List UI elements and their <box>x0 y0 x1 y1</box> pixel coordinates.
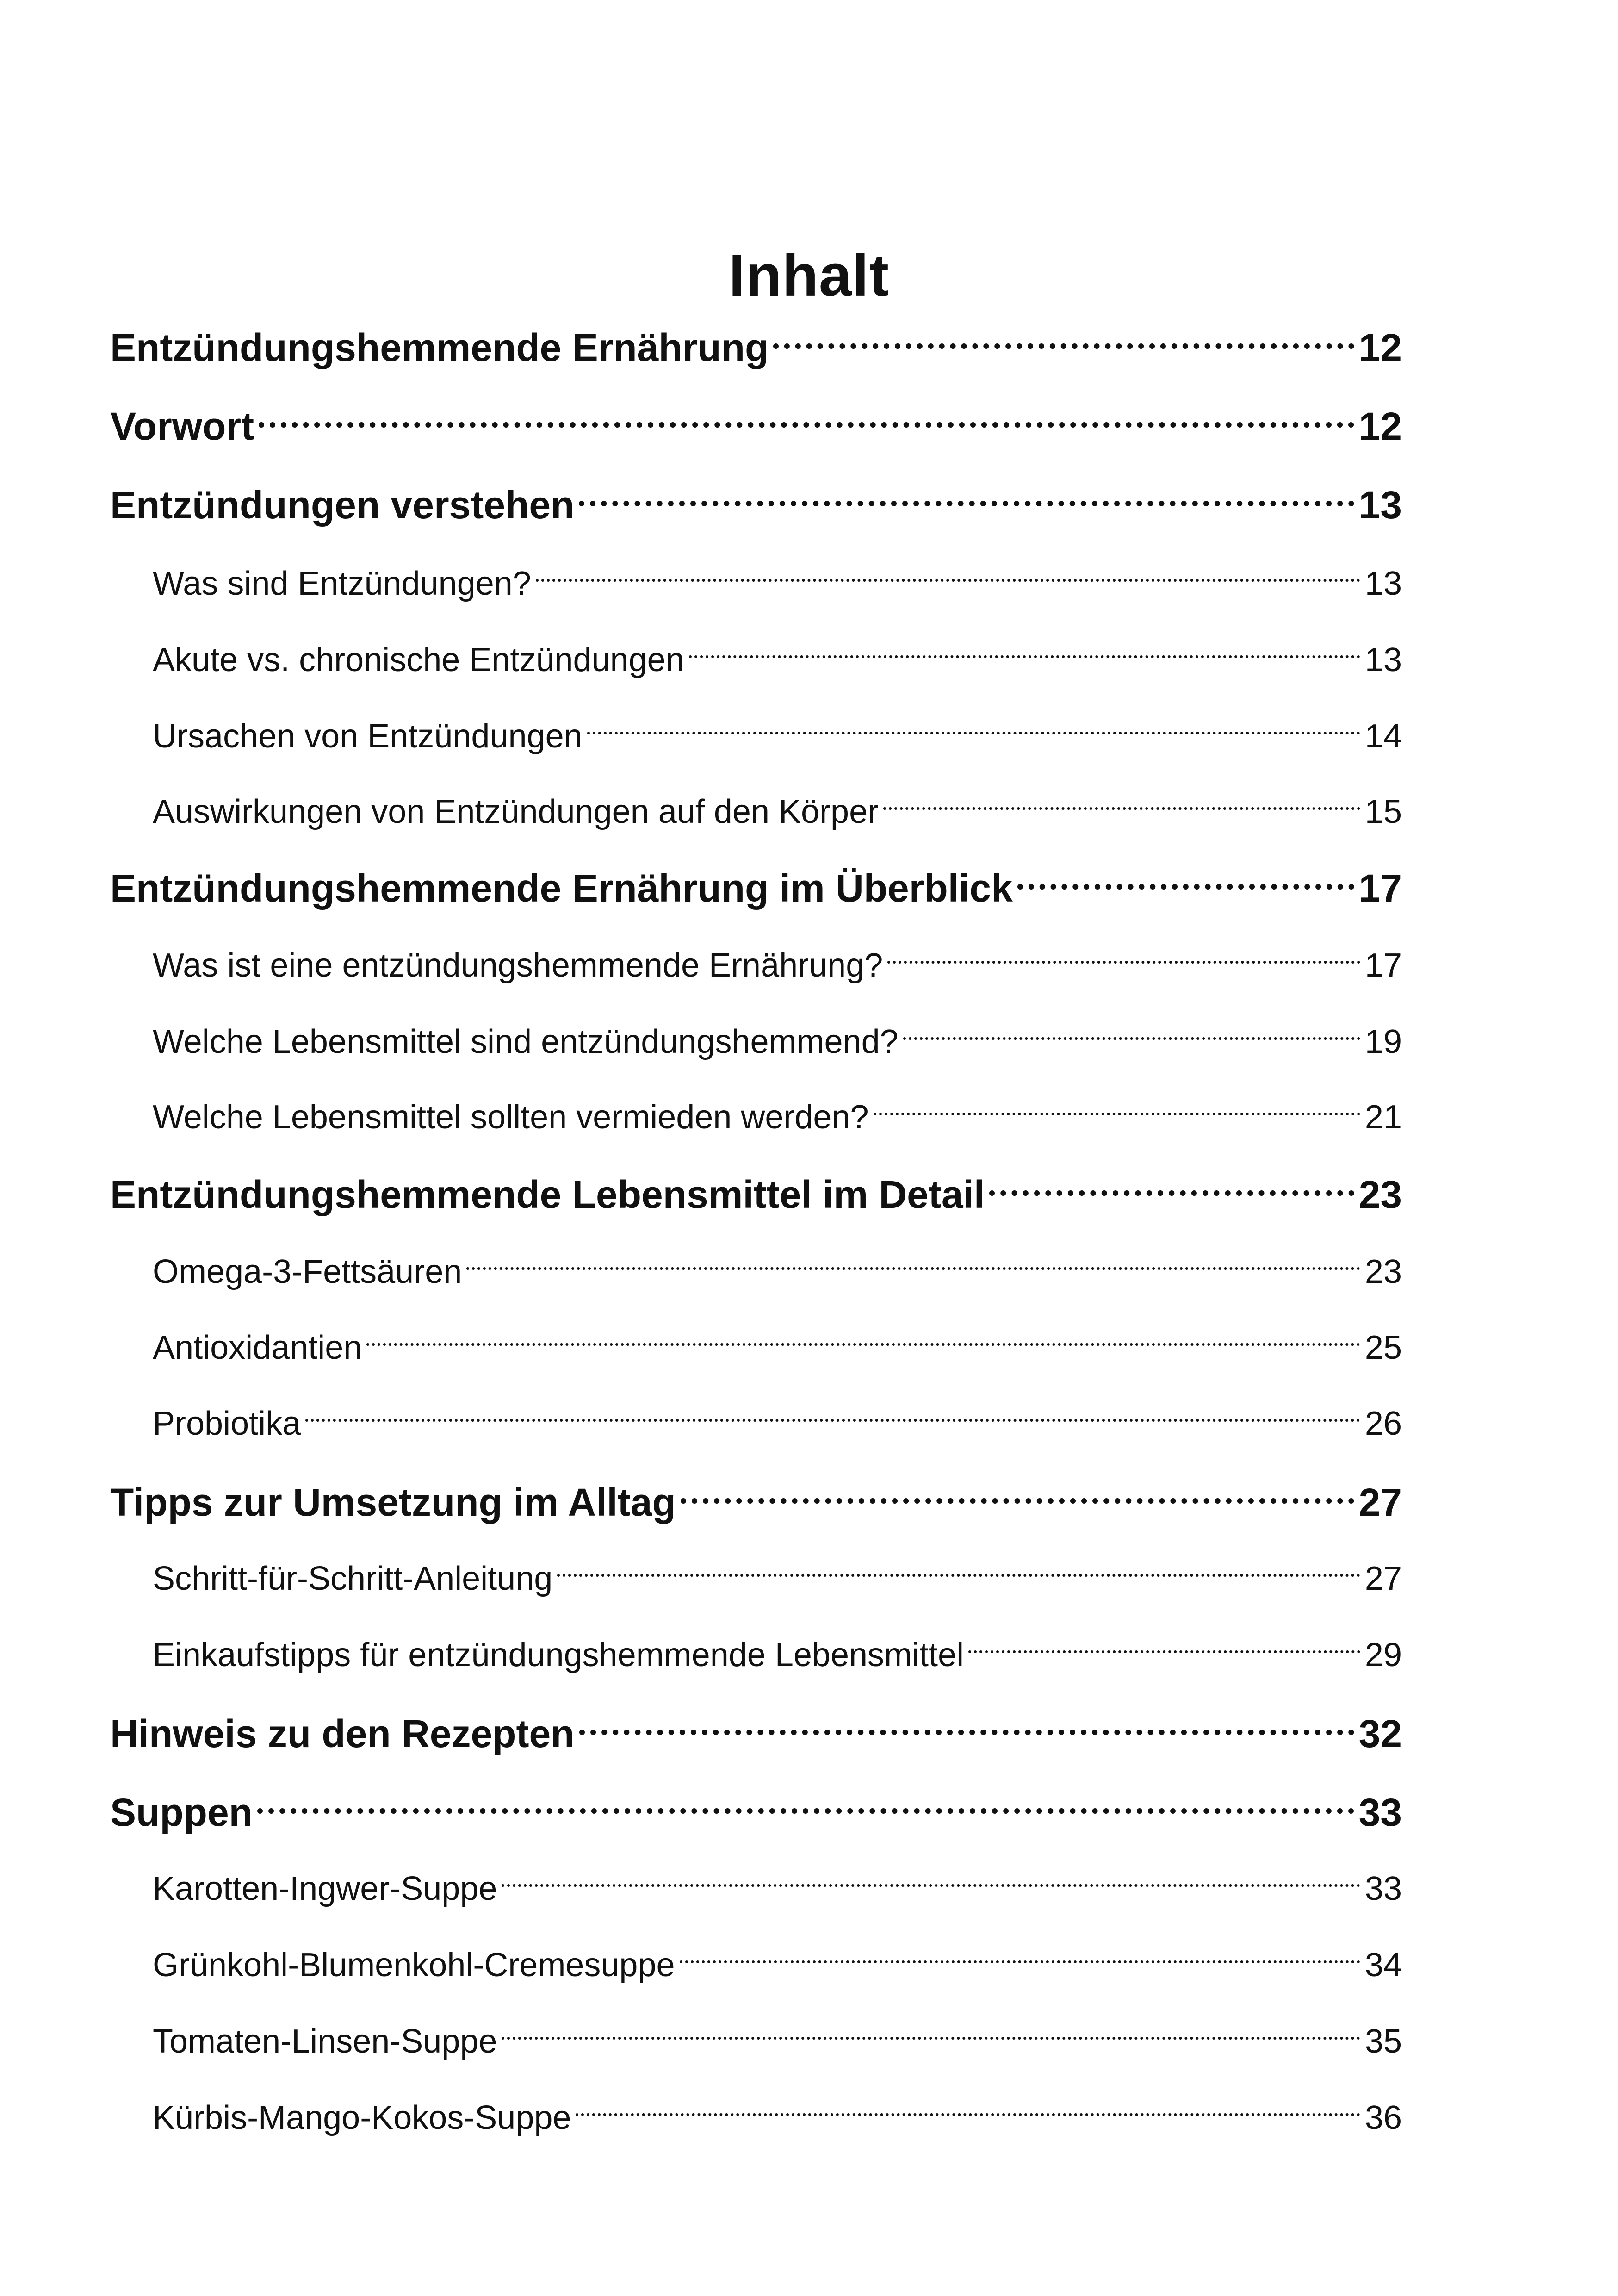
toc-dot-leader <box>257 1770 1354 1826</box>
toc-page-number: 13 <box>1364 565 1402 602</box>
toc-entry-title: Tipps zur Umsetzung im Alltag <box>110 1481 676 1524</box>
toc-entry-title: Antioxidantien <box>153 1329 362 1366</box>
toc-entry-title: Welche Lebensmittel sollten vermieden werden? <box>153 1099 869 1136</box>
toc-section-entry <box>153 544 1402 602</box>
toc-dot-leader <box>576 2078 1360 2129</box>
toc-entry-title: Welche Lebensmittel sind entzündungshemmend? <box>153 1023 899 1060</box>
toc-dot-leader <box>883 772 1360 823</box>
toc-page-number: 25 <box>1364 1329 1402 1366</box>
toc-page-number: 17 <box>1358 866 1402 910</box>
toc-entry-title: Entzündungshemmende Lebensmittel im Detail <box>110 1173 985 1216</box>
toc-page-number: 15 <box>1364 793 1402 830</box>
toc-page-number: 33 <box>1358 1791 1402 1834</box>
toc-page-number: 26 <box>1364 1405 1402 1442</box>
toc-chapter-entry <box>110 384 1402 448</box>
toc-section-entry <box>153 1615 1402 1674</box>
toc-page-number: 21 <box>1364 1099 1402 1136</box>
toc-section-entry <box>153 1384 1402 1442</box>
toc-chapter-entry <box>110 1770 1402 1834</box>
toc-dot-leader <box>887 926 1360 977</box>
toc-dot-leader <box>579 1692 1354 1747</box>
toc-dot-leader <box>903 1002 1360 1053</box>
toc-entry-title: Entzündungen verstehen <box>110 483 575 527</box>
toc-page-number: 33 <box>1364 1870 1402 1907</box>
toc-entry-title: Ursachen von Entzündungen <box>153 718 583 755</box>
toc-entry-title: Karotten-Ingwer-Suppe <box>153 1870 497 1907</box>
toc-entry-title: Was sind Entzündungen? <box>153 565 531 602</box>
toc-entry-title: Entzündungshemmende Ernährung <box>110 326 769 369</box>
toc-section-entry <box>153 1232 1402 1290</box>
toc-dot-leader <box>773 305 1354 361</box>
toc-entry-title: Schritt-für-Schritt-Anleitung <box>153 1560 553 1597</box>
toc-section-entry <box>153 620 1402 678</box>
toc-entry-title: Suppen <box>110 1791 253 1834</box>
toc-chapter-entry <box>110 1460 1402 1524</box>
toc-dot-leader <box>680 1925 1360 1976</box>
toc-page-number: 29 <box>1364 1636 1402 1674</box>
toc-chapter-entry <box>110 1152 1402 1216</box>
toc-page-number: 12 <box>1358 404 1402 448</box>
toc-page-number: 13 <box>1364 641 1402 678</box>
toc-dot-leader <box>259 384 1354 440</box>
toc-section-entry <box>153 926 1402 984</box>
toc-page-number: 12 <box>1358 326 1402 369</box>
toc-page-number: 14 <box>1364 718 1402 755</box>
toc-section-entry <box>153 697 1402 755</box>
toc-chapter-entry <box>110 1692 1402 1755</box>
toc-entry-title: Tomaten-Linsen-Suppe <box>153 2023 497 2060</box>
toc-entry-title: Kürbis-Mango-Kokos-Suppe <box>153 2099 571 2136</box>
toc-section-entry <box>153 772 1402 830</box>
toc-entry-title: Grünkohl-Blumenkohl-Cremesuppe <box>153 1947 675 1984</box>
toc-entry-title: Omega-3-Fettsäuren <box>153 1253 462 1290</box>
toc-page-number: 27 <box>1364 1560 1402 1597</box>
toc-page-number: 32 <box>1358 1712 1402 1755</box>
toc-section-entry <box>153 1077 1402 1136</box>
toc-page-number: 35 <box>1364 2023 1402 2060</box>
toc-entry-title: Vorwort <box>110 404 254 448</box>
toc-dot-leader <box>587 697 1360 747</box>
toc-entry-title: Akute vs. chronische Entzündungen <box>153 641 684 678</box>
toc-section-entry <box>153 1849 1402 1907</box>
toc-section-entry <box>153 1002 1402 1060</box>
toc-page-number: 23 <box>1358 1173 1402 1216</box>
toc-dot-leader <box>874 1077 1360 1128</box>
toc-section-entry <box>153 1925 1402 1984</box>
toc-dot-leader <box>989 1152 1354 1208</box>
toc-dot-leader <box>305 1384 1360 1435</box>
toc-section-entry <box>153 1539 1402 1597</box>
toc-dot-leader <box>536 544 1360 595</box>
toc-dot-leader <box>579 463 1354 518</box>
toc-dot-leader <box>1017 846 1354 902</box>
toc-chapter-entry <box>110 463 1402 527</box>
toc-dot-leader <box>557 1539 1360 1590</box>
toc-section-entry <box>153 2078 1402 2136</box>
toc-page-number: 34 <box>1364 1947 1402 1984</box>
toc-entry-title: Auswirkungen von Entzündungen auf den Körper <box>153 793 879 830</box>
toc-entry-title: Hinweis zu den Rezepten <box>110 1712 575 1755</box>
toc-section-entry <box>153 2002 1402 2060</box>
toc-page-number: 36 <box>1364 2099 1402 2136</box>
toc-dot-leader <box>502 2002 1360 2053</box>
toc-dot-leader <box>466 1232 1360 1283</box>
toc-page-number: 19 <box>1364 1023 1402 1060</box>
toc-dot-leader <box>968 1615 1360 1666</box>
toc-entry-title: Probiotika <box>153 1405 301 1442</box>
toc-dot-leader <box>366 1308 1360 1359</box>
toc-page-number: 23 <box>1364 1253 1402 1290</box>
toc-entry-title: Was ist eine entzündungshemmende Ernährung? <box>153 947 883 984</box>
toc-dot-leader <box>689 620 1360 671</box>
toc-entry-title: Entzündungshemmende Ernährung im Überblick <box>110 866 1013 910</box>
page-title: Inhalt <box>728 242 890 309</box>
toc-page-number: 27 <box>1358 1481 1402 1524</box>
toc-section-entry <box>153 1308 1402 1366</box>
toc-page-number: 17 <box>1364 947 1402 984</box>
toc-dot-leader <box>502 1849 1360 1900</box>
toc-chapter-entry <box>110 305 1402 369</box>
toc-entry-title: Einkaufstipps für entzündungshemmende Lebensmittel <box>153 1636 964 1674</box>
toc-chapter-entry <box>110 846 1402 910</box>
toc-dot-leader <box>681 1460 1354 1516</box>
toc-page-number: 13 <box>1358 483 1402 527</box>
